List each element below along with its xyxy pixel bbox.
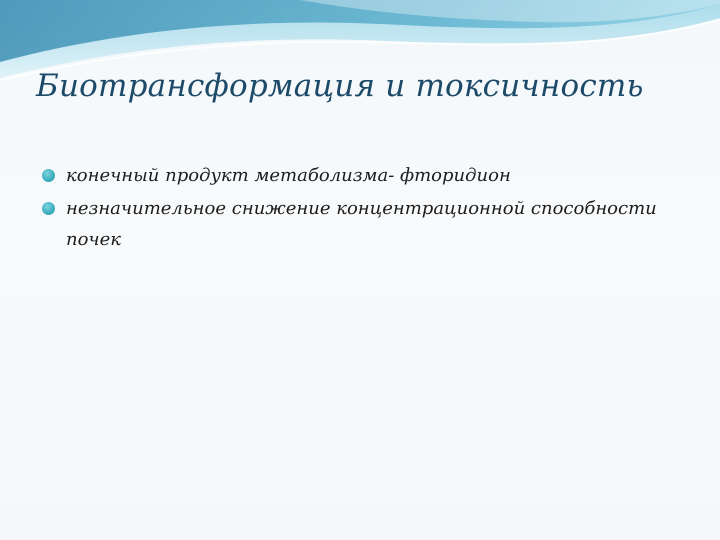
- bullet-dot-icon: [42, 202, 55, 215]
- bullet-text: конечный продукт метаболизма- фторидион: [66, 165, 511, 186]
- bullet-text: незначительное снижение концентрационной способности почек: [66, 198, 657, 250]
- bullet-item: [42, 193, 682, 255]
- bullet-item: [42, 160, 682, 191]
- bullet-list: [42, 160, 682, 257]
- bullet-dot-icon: [42, 169, 55, 182]
- slide-title: Биотрансформация и токсичность: [36, 68, 644, 104]
